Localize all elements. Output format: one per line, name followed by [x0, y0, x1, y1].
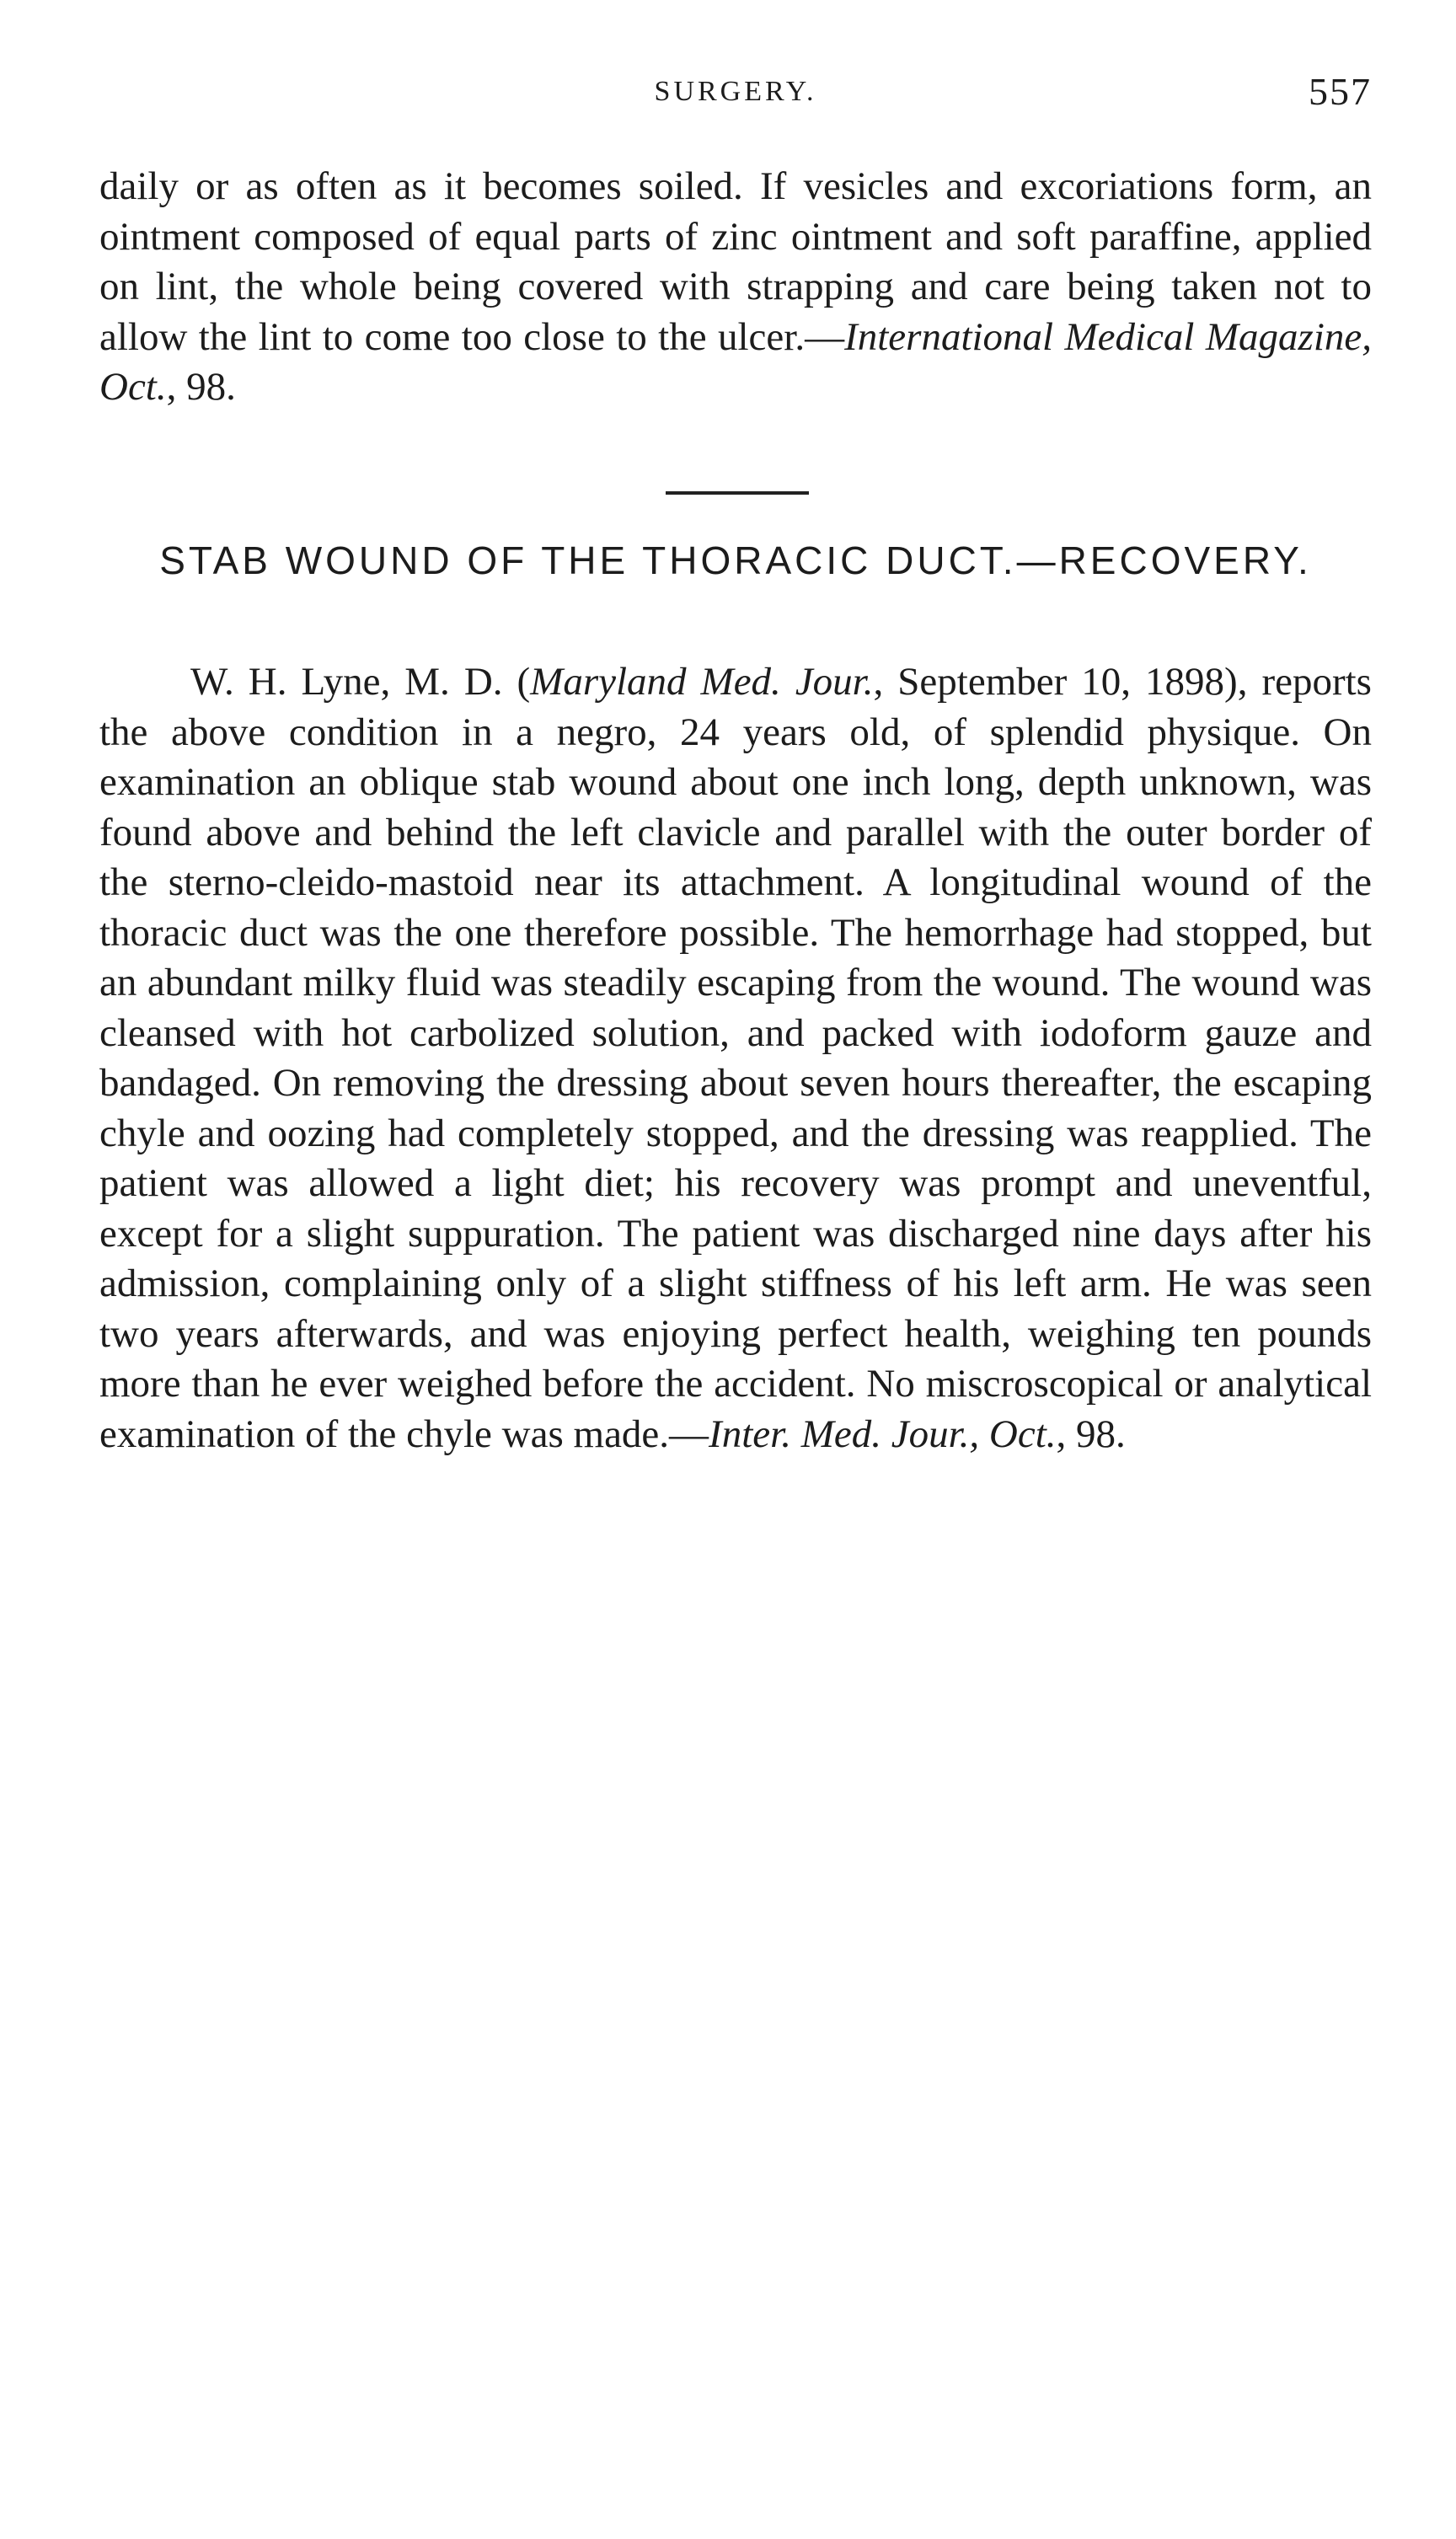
continued-paragraph-citation-year: , 98.: [166, 365, 236, 409]
article-paragraph: [99, 657, 1372, 1460]
continued-paragraph-citation: International Medical Magazine, Oct.: [99, 314, 1372, 409]
section-divider: [666, 491, 809, 495]
page-number: 557: [1309, 70, 1372, 113]
continued-paragraph: [99, 162, 1372, 413]
article-author: W. H. Lyne, M. D. (: [190, 660, 531, 704]
article-source: Maryland Med. Jour.: [530, 660, 874, 704]
continued-paragraph-text: daily or as often as it becomes soiled. If vesicles and excoriations form, an ointment composed of equal parts of zinc ointment and soft paraffine, applied on lint, the whole being covered with strapping and care being taken not to allow the lint to come too close to the ulcer.—: [99, 164, 1372, 359]
running-head: [99, 69, 1372, 120]
article-citation-year: , 98.: [1056, 1411, 1126, 1456]
article-heading: STAB WOUND OF THE THORACIC DUCT.—RECOVERY.: [159, 538, 1312, 582]
article-citation: Inter. Med. Jour., Oct.: [709, 1411, 1057, 1456]
running-title: SURGERY.: [654, 76, 817, 107]
article-body: , September 10, 1898), reports the above condition in a negro, 24 years old, of splendid physique. On examination an oblique stab wound about one inch long, depth unknown, was found above and behind the left clavicle and parallel with the outer border of the sterno-cleido-mastoid near its attachment. A longitudinal wound of the thoracic duct was the one therefore possible. The hemorrhage had stopped, but an abundant milky fluid was steadily escaping from the wound. The wound was cleansed with hot carbolized solution, and packed with iodoform gauze and bandaged. On removing the dressing about seven hours thereafter, the escaping chyle and oozing had completely stopped, and the dressing was reapplied. The patient was allowed a light diet; his recovery was prompt and uneventful, except for a slight suppuration. The patient was discharged nine days after his admission, complaining only of a slight stiffness of his left arm. He was seen two years afterwards, and was enjoying perfect health, weighing ten pounds more than he ever weighed before the accident. No miscroscopical or analytical examination of the chyle was made.—: [99, 660, 1372, 1456]
